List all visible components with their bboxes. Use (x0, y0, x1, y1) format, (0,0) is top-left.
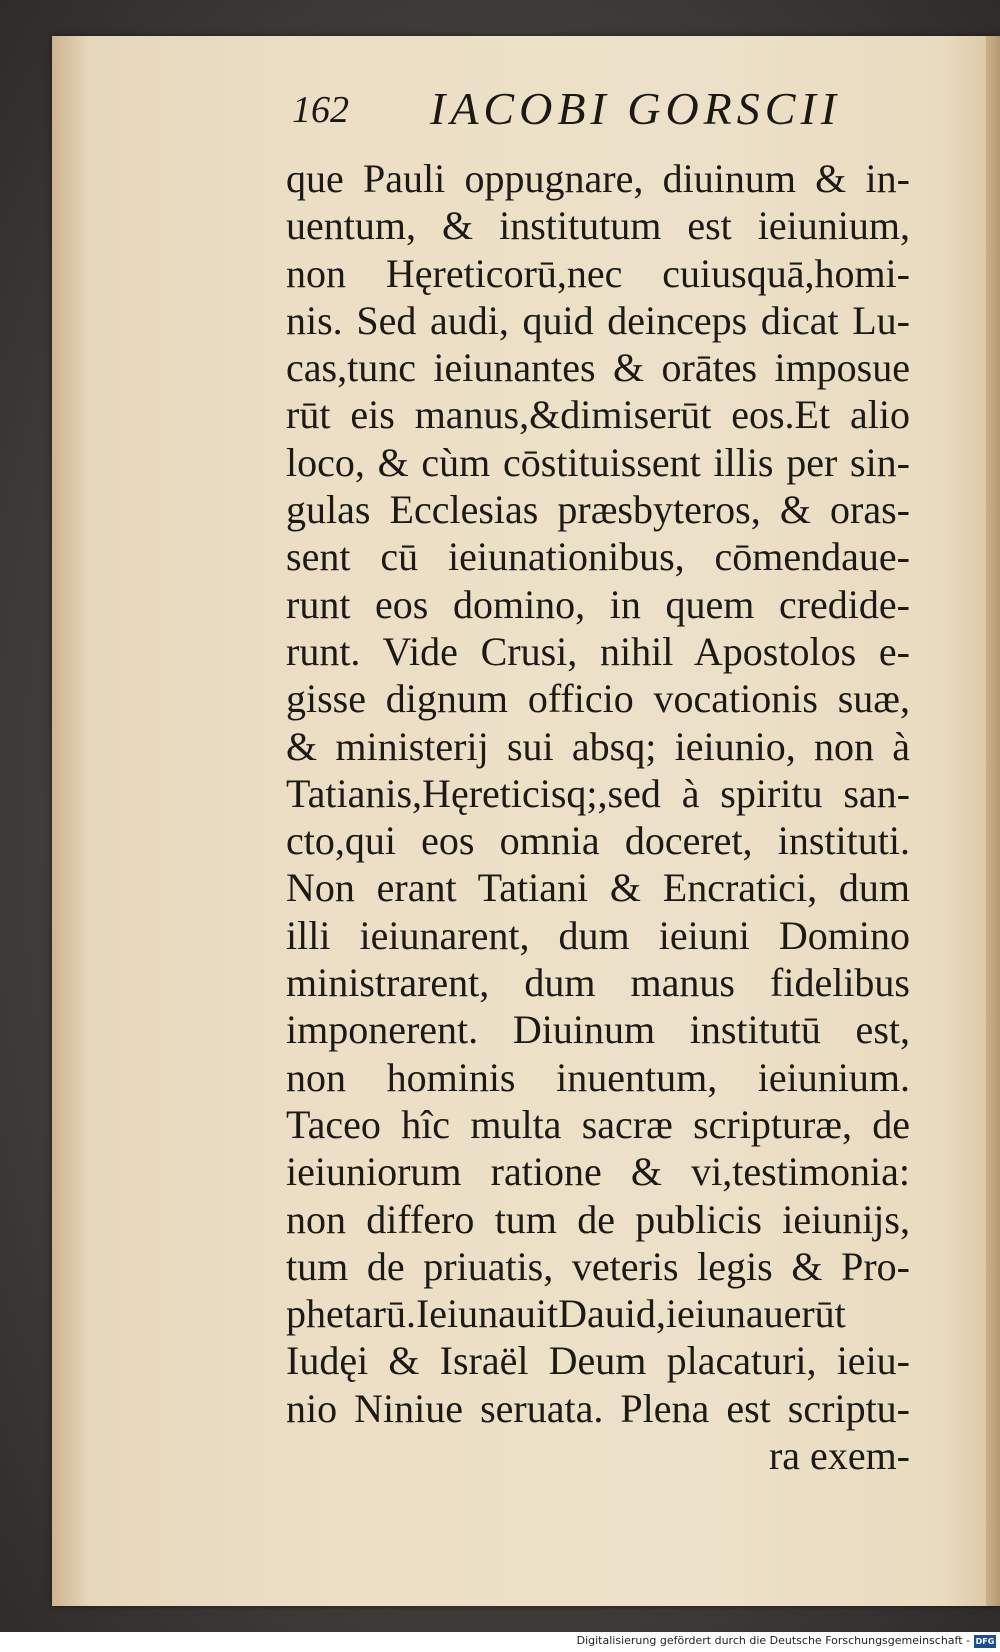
text-line: sent cū ieiunationibus, cōmendaue- (286, 534, 910, 580)
text-line: ieiuniorum ratione & vi,testimonia: (286, 1149, 910, 1195)
text-line: imponerent. Diuinum institutū est, (286, 1007, 910, 1053)
text-line: non hominis inuentum, ieiunium. (286, 1054, 910, 1100)
text-line: Taceo hîc multa sacræ scripturæ, de (286, 1101, 910, 1147)
text-line: gisse dignum officio vocationis suæ, (286, 676, 910, 722)
text-line: tum de priuatis, veteris legis & Pro- (286, 1243, 910, 1289)
text-line: & ministerij sui absq; ieiunio, non à (286, 723, 910, 769)
text-line: Non erant Tatiani & Encratici, dum (286, 865, 910, 911)
text-line: nis. Sed audi, quid deinceps dicat Lu- (286, 297, 910, 343)
text-line: ministrarent, dum manus fidelibus (286, 960, 910, 1006)
text-line: gulas Ecclesias præsbyteros, & oras- (286, 487, 910, 533)
text-line: cas,tunc ieiunantes & orātes imposue (286, 345, 910, 391)
page-number: 162 (292, 89, 349, 131)
text-line: non Hęreticorū,nec cuiusquā,homi- (286, 250, 910, 296)
text-line: loco, & cùm cōstituissent illis per sin- (286, 439, 910, 485)
text-line: que Pauli oppugnare, diuinum & in- (286, 156, 910, 201)
text-line: phetarū.IeiunauitDauid,ieiunauerūt (286, 1291, 846, 1337)
running-title: IACOBI GORSCII (430, 83, 842, 134)
page-header (230, 82, 910, 142)
funding-credit: Digitalisierung gefördert durch die Deutsche Forschungsgemeinschaft - (576, 1634, 970, 1647)
dfg-logo: DFG (975, 1637, 995, 1646)
text-line: uentum, & institutum est ieiunium, (286, 203, 910, 249)
page-edge (986, 36, 1000, 1606)
text-line: cto,qui eos omnia doceret, instituti. (286, 818, 910, 864)
text-line: nio Niniue seruata. Plena est scriptu- (286, 1385, 910, 1431)
text-line: runt eos domino, in quem credide- (286, 581, 910, 627)
text-line: rūt eis manus,&dimiserūt eos.Et alio (286, 392, 910, 438)
text-line: Iudęi & Israël Deum placaturi, ieiu- (286, 1338, 910, 1384)
text-line: illi ieiunarent, dum ieiuni Domino (286, 912, 910, 958)
body-text (286, 155, 910, 1479)
catchword: ra exem- (768, 1433, 910, 1479)
text-line: Tatianis,Hęreticisq;,sed à spiritu san- (286, 770, 910, 816)
footer-bar (0, 1632, 1000, 1652)
text-line: non differo tum de publicis ieiunijs, (286, 1196, 910, 1242)
text-line: runt. Vide Crusi, nihil Apostolos e- (286, 628, 910, 674)
